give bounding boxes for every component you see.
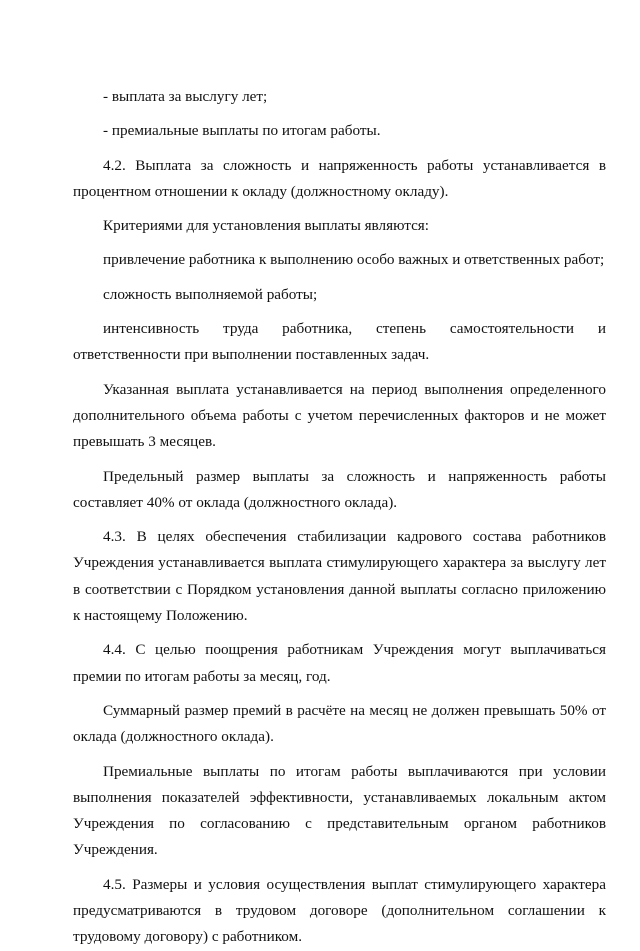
paragraph-period-limit: Указанная выплата устанавливается на период выполнения определенного дополнительного объема работы с учетом перечисленных факторов и не может превышать 3 месяцев.	[73, 380, 606, 451]
paragraph-4-2: 4.2. Выплата за сложность и напряженность работы устанавливается в процентном отношении к окладу (должностному окладу).	[73, 156, 606, 200]
list-item-seniority-payment: - выплата за выслугу лет;	[103, 88, 268, 105]
criteria-heading: Критериями для установления выплаты являются:	[103, 217, 430, 235]
document-body	[73, 84, 606, 951]
paragraph-4-3: 4.3. В целях обеспечения стабилизации кадрового состава работников Учреждения устанавливается выплата стимулирующего характера за выслугу лет в соответствии с Порядком установления данной выплаты согласно приложению к настоящему Положению.	[73, 528, 606, 625]
paragraph-max-size: Предельный размер выплаты за сложность и напряженность работы составляет 40% от оклада (должностного оклада).	[73, 467, 606, 511]
criterion-important-work: привлечение работника к выполнению особо важных и ответственных работ;	[103, 251, 605, 269]
list-item-bonus-payments: - премиальные выплаты по итогам работы.	[103, 122, 381, 140]
paragraph-4-4: 4.4. С целью поощрения работникам Учреждения могут выплачиваться премии по итогам работы за месяц, год.	[73, 641, 606, 685]
criterion-intensity: интенсивность труда работника, степень самостоятельности и ответственности при выполнении поставленных задач.	[73, 320, 606, 364]
paragraph-4-5: 4.5. Размеры и условия осуществления выплат стимулирующего характера предусматриваются в трудовом договоре (дополнительном соглашении к трудовому договору) с работником.	[73, 875, 606, 946]
criterion-complexity: сложность выполняемой работы;	[103, 285, 318, 303]
paragraph-bonus-limit: Суммарный размер премий в расчёте на месяц не должен превышать 50% от оклада (должностного оклада).	[73, 701, 606, 746]
paragraph-bonus-conditions: Премиальные выплаты по итогам работы выплачиваются при условии выполнения показателей эффективности, устанавливаемых локальным актом Учреждения по согласованию с представительным органом работников Учреждения.	[73, 762, 606, 859]
